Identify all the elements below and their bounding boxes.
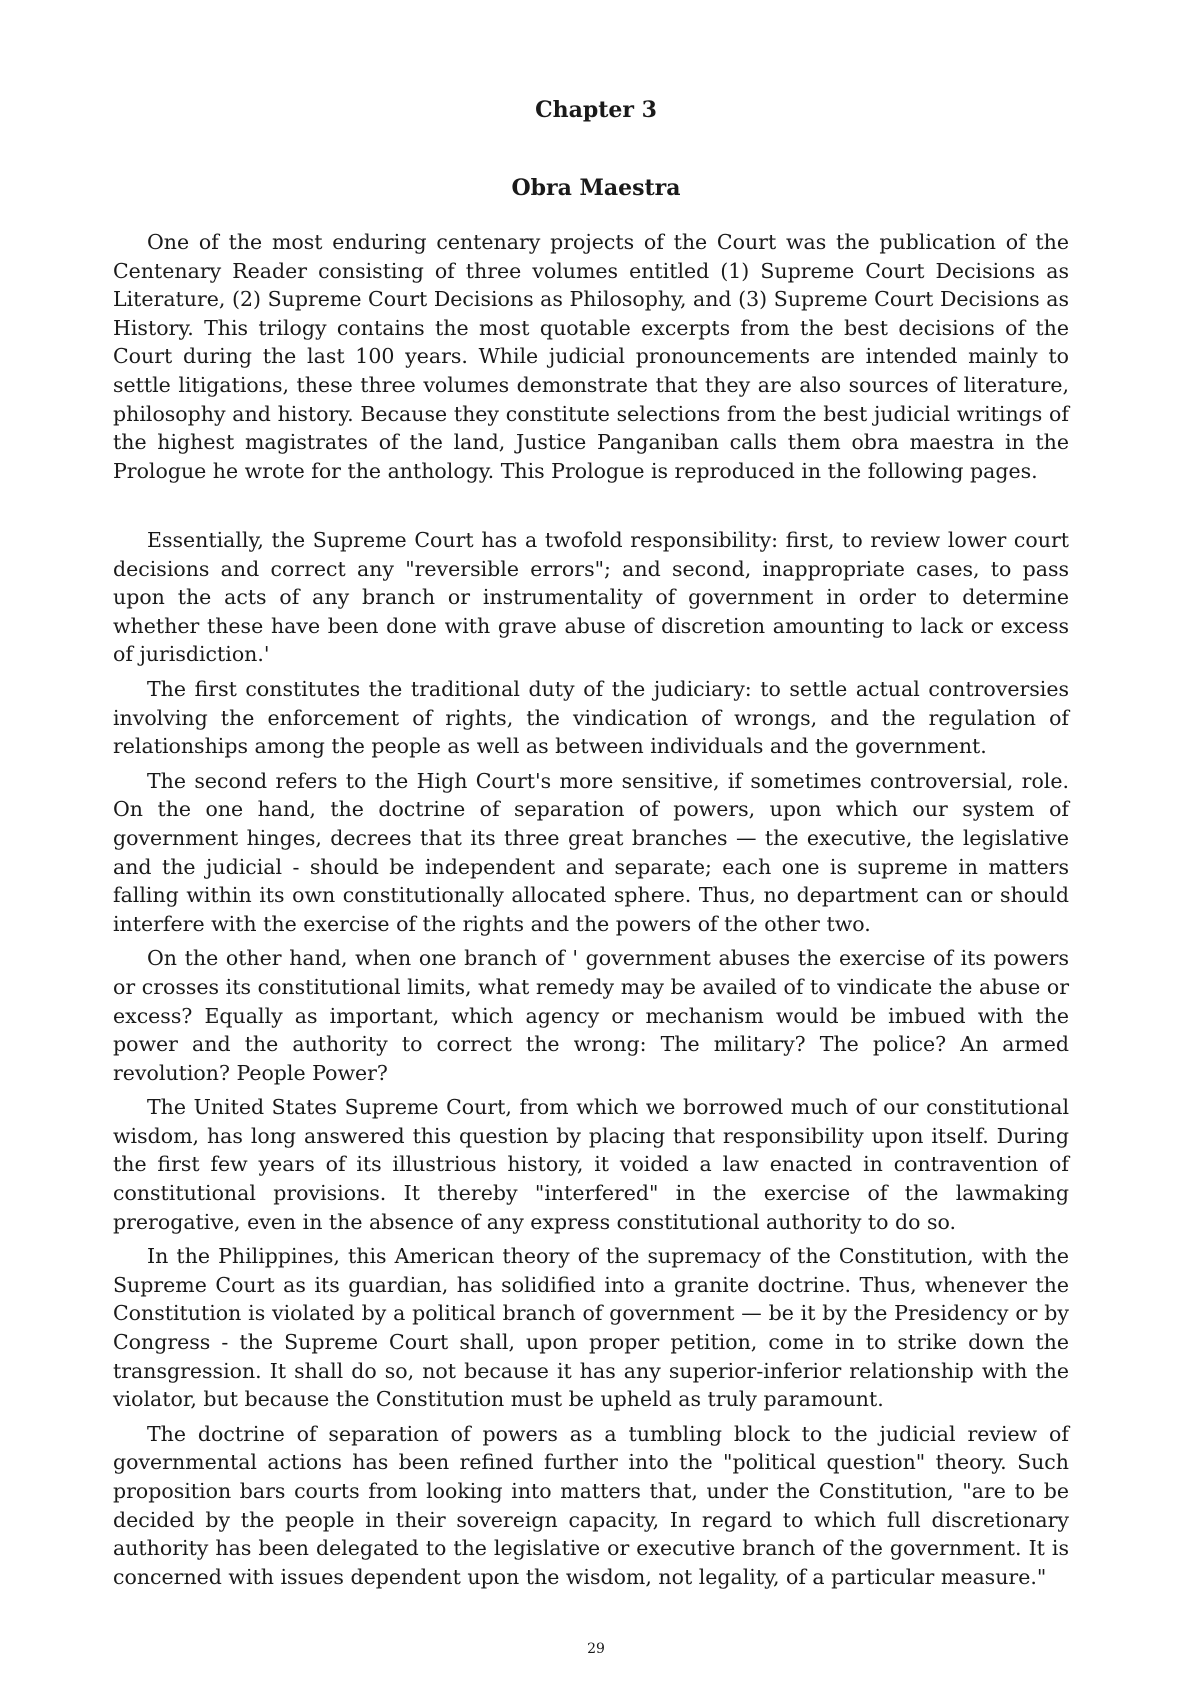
chapter-title: Obra Maestra [511,175,681,201]
prologue-paragraph-5: The United States Supreme Court, from which we borrowed much of our constitutional wisdom, has long answered this question by placing that responsibility upon itself. During the first few years of its illustrious history, it voided a law enacted in contravention of constitutional provisions. It thereby "interfered" in the exercise of the lawmaking prerogative, even in the absence of any express constitutional authority to do so. [113,1095,1069,1234]
intro-paragraph: One of the most enduring centenary projects of the Court was the publication of the Centenary Reader consisting of three volumes entitled (1) Supreme Court Decisions as Literature, (2) Supreme Court Decisions as Philosophy, and (3) Supreme Court Decisions as History. This trilogy contains the most quotable excerpts from the best decisions of the Court during the last 100 years. While judicial pronouncements are intended mainly to settle litigations, these three volumes demonstrate that they are also sources of literature, philosophy and history. Because they constitute selections from the best judicial writings of the highest magistrates of the land, Justice Panganiban calls them obra maestra in the Prologue he wrote for the anthology. This Prologue is reproduced in the following pages. [113,230,1069,483]
prologue-paragraph-2: The first constitutes the traditional duty of the judiciary: to settle actual controversies involving the enforcement of rights, the vindication of wrongs, and the regulation of relationships among the people as well as between individuals and the government. [113,676,1069,759]
prologue-paragraph-6: In the Philippines, this American theory of the supremacy of the Constitution, with the Supreme Court as its guardian, has solidified into a granite doctrine. Thus, whenever the Constitution is violated by a political branch of government — be it by the Presidency or by Congress - the Supreme Court shall, upon proper petition, come in to strike down the transgression. It shall do so, not because it has any superior-inferior relationship with the violator, but because the Constitution must be upheld as truly paramount. [113,1244,1069,1412]
prologue-paragraph-3: The second refers to the High Court's more sensitive, if sometimes controversial, role. On the one hand, the doctrine of separation of powers, upon which our system of government hinges, decrees that its three great branches — the executive, the legislative and the judicial - should be independent and separate; each one is supreme in matters falling within its own constitutionally allocated sphere. Thus, no department can or should interfere with the exercise of the rights and the powers of the other two. [113,768,1069,936]
chapter-heading: Chapter 3 [535,97,657,123]
prologue-paragraph-1: Essentially, the Supreme Court has a twofold responsibility: first, to review lower court decisions and correct any "reversible errors"; and second, inappropriate cases, to pass upon the acts of any branch or instrumentality of government in order to determine whether these have been done with grave abuse of discretion amounting to lack or excess of jurisdiction.' [113,528,1069,667]
prologue-paragraph-4: On the other hand, when one branch of ' government abuses the exercise of its powers or crosses its constitutional limits, what remedy may be availed of to vindicate the abuse or excess? Equally as important, which agency or mechanism would be imbued with the power and the authority to correct the wrong: The military? The police? An armed revolution? People Power? [113,946,1069,1085]
page-number: 29 [587,1641,605,1657]
intro-section [113,228,1069,491]
prologue-paragraph-7: The doctrine of separation of powers as a tumbling block to the judicial review of governmental actions has been refined further into the "political question" theory. Such proposition bars courts from looking into matters that, under the Constitution, "are to be decided by the people in their sovereign capacity, In regard to which full discretionary authority has been delegated to the legislative or executive branch of the government. It is concerned with issues dependent upon the wisdom, not legality, of a particular measure." [113,1421,1069,1589]
prologue-section [113,526,1069,1597]
